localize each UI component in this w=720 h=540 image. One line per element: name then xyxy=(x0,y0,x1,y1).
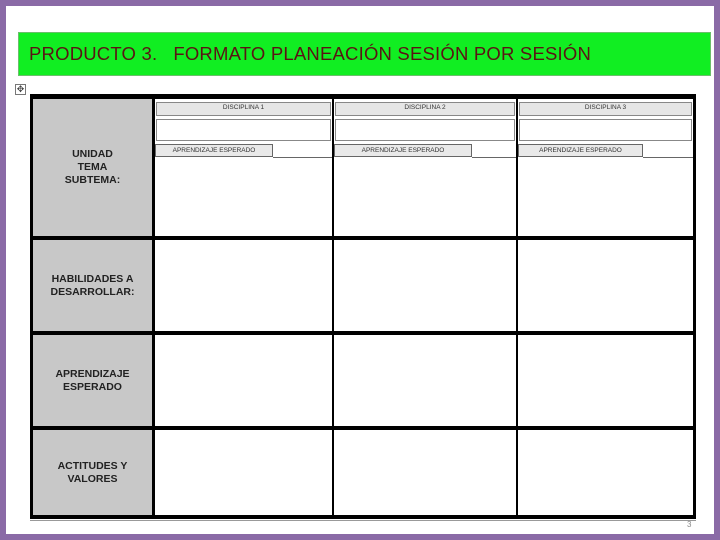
planning-form-table xyxy=(30,94,696,519)
actitudes-cell-1[interactable] xyxy=(155,430,332,515)
actitudes-cell-2[interactable] xyxy=(334,430,516,515)
learning-tab-label: APRENDIZAJE ESPERADO xyxy=(518,144,643,157)
slide xyxy=(6,6,714,534)
row-label-habilidades: HABILIDADES A DESARROLLAR: xyxy=(33,240,152,331)
learning-tab-row xyxy=(155,144,332,158)
row-label-unidad: UNIDAD TEMA SUBTEMA: xyxy=(33,99,152,236)
page-number: 3 xyxy=(687,520,692,529)
aprendizaje-cell-1[interactable] xyxy=(155,335,332,426)
discipline-header: DISCIPLINA 3 xyxy=(519,102,692,116)
title-bar xyxy=(18,32,711,76)
habilidades-cell-3[interactable] xyxy=(518,240,693,331)
discipline-name-field[interactable] xyxy=(519,119,692,141)
actitudes-cell-3[interactable] xyxy=(518,430,693,515)
discipline-name-field[interactable] xyxy=(335,119,515,141)
discipline-header: DISCIPLINA 1 xyxy=(156,102,331,116)
row-label-aprendizaje: APRENDIZAJE ESPERADO xyxy=(33,335,152,426)
discipline-header: DISCIPLINA 2 xyxy=(335,102,515,116)
learning-tab-label: APRENDIZAJE ESPERADO xyxy=(334,144,472,157)
unidad-cell-disciplina-3[interactable] xyxy=(518,99,693,236)
table-move-handle-icon[interactable]: ✥ xyxy=(16,84,25,94)
habilidades-cell-1[interactable] xyxy=(155,240,332,331)
divider xyxy=(30,520,696,521)
discipline-name-field[interactable] xyxy=(156,119,331,141)
unidad-cell-disciplina-2[interactable] xyxy=(334,99,516,236)
aprendizaje-cell-3[interactable] xyxy=(518,335,693,426)
aprendizaje-cell-2[interactable] xyxy=(334,335,516,426)
row-label-actitudes: ACTITUDES Y VALORES xyxy=(33,430,152,515)
learning-tab-row xyxy=(334,144,516,158)
learning-tab-label: APRENDIZAJE ESPERADO xyxy=(155,144,273,157)
habilidades-cell-2[interactable] xyxy=(334,240,516,331)
slide-title: PRODUCTO 3. FORMATO PLANEACIÓN SESIÓN POR SESIÓN xyxy=(29,43,592,64)
unidad-cell-disciplina-1[interactable] xyxy=(155,99,332,236)
learning-tab-row xyxy=(518,144,693,158)
